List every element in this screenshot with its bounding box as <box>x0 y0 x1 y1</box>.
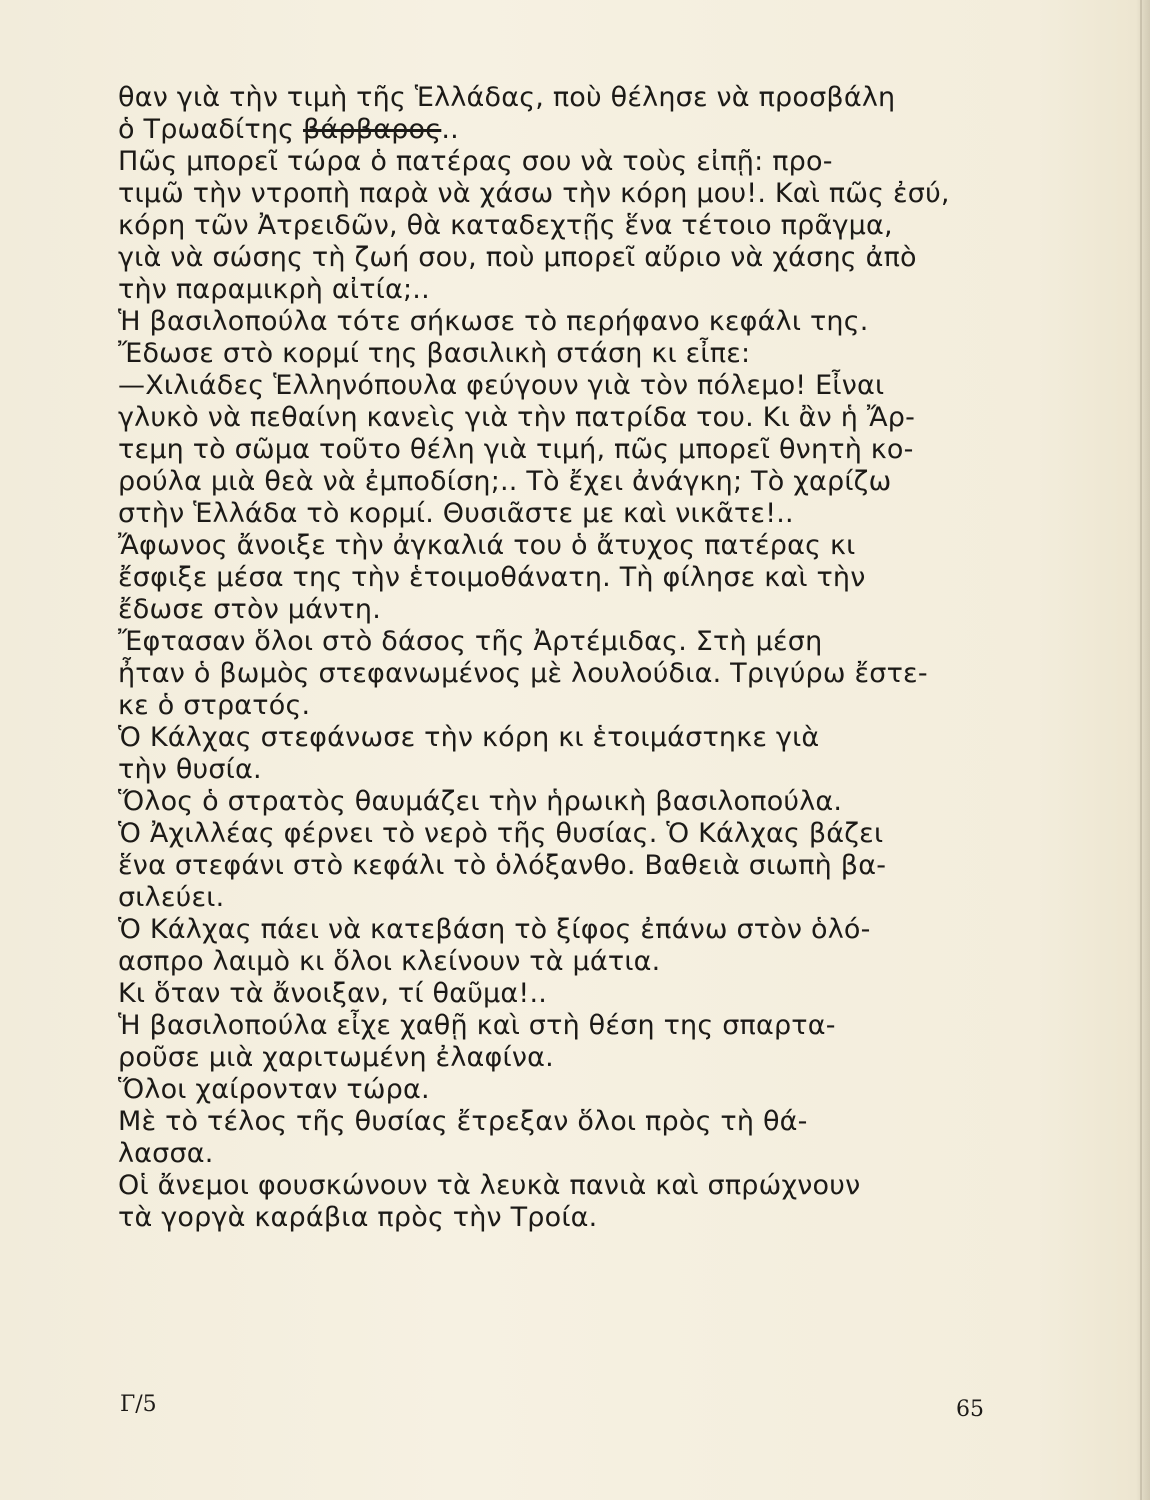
text-line: γλυκὸ νὰ πεθαίνη κανεὶς γιὰ τὴν πατρίδα του. Κι ἂν ἡ Ἄρ- <box>118 402 916 433</box>
text-line: Ὅλος ὁ στρατὸς θαυμάζει τὴν ἡρωικὴ βασιλοπούλα. <box>118 786 843 817</box>
text-line: ρούλα μιὰ θεὰ νὰ ἐμποδίση;.. Τὸ ἔχει ἀνάγκη; Τὸ χαρίζω <box>118 466 892 497</box>
text-line: Πῶς μπορεῖ τώρα ὁ πατέρας σου νὰ τοὺς εἰπῇ: προ- <box>118 146 833 177</box>
text-line: —Χιλιάδες Ἑλληνόπουλα φεύγουν γιὰ τὸν πόλεμο! Εἶναι <box>118 370 885 401</box>
text-fragment: ὁ Τρωαδίτης <box>118 114 303 145</box>
text-line: ροῦσε μιὰ χαριτωμένη ἐλαφίνα. <box>118 1042 554 1073</box>
text-line <box>118 114 1013 146</box>
text-line: Ὁ Ἀχιλλέας φέρνει τὸ νερὸ τῆς θυσίας. Ὁ Κάλχας βάζει <box>118 818 884 849</box>
text-line: τὰ γοργὰ καράβια πρὸς τὴν Τροία. <box>118 1202 598 1233</box>
struck-word: βάρβαρος <box>303 114 442 145</box>
text-line: ἕνα στεφάνι στὸ κεφάλι τὸ ὁλόξανθο. Βαθειὰ σιωπὴ βα- <box>118 850 887 881</box>
text-line: κόρη τῶν Ἀτρειδῶν, θὰ καταδεχτῇς ἕνα τέτοιο πρᾶγμα, <box>118 210 893 241</box>
text-line: ἔσφιξε μέσα της τὴν ἑτοιμοθάνατη. Τὴ φίλησε καὶ τὴν <box>118 562 866 593</box>
signature-mark: Γ/5 <box>120 1392 157 1417</box>
text-line: Ἔφτασαν ὅλοι στὸ δάσος τῆς Ἀρτέμιδας. Στὴ μέση <box>118 626 823 657</box>
text-line: λασσα. <box>118 1138 214 1169</box>
text-line: σιλεύει. <box>118 882 225 913</box>
text-line: Οἱ ἄνεμοι φουσκώνουν τὰ λευκὰ πανιὰ καὶ σπρώχνουν <box>118 1170 861 1201</box>
text-line: Μὲ τὸ τέλος τῆς θυσίας ἔτρεξαν ὅλοι πρὸς τὴ θά- <box>118 1106 808 1137</box>
text-line: Ἡ βασιλοπούλα εἶχε χαθῇ καὶ στὴ θέση της σπαρτα- <box>118 1010 836 1041</box>
page-fold-line <box>1140 0 1142 1500</box>
text-line: Ὁ Κάλχας πάει νὰ κατεβάση τὸ ξίφος ἐπάνω στὸν ὁλό- <box>118 914 871 945</box>
text-line: τιμῶ τὴν ντροπὴ παρὰ νὰ χάσω τὴν κόρη μου!. Καὶ πῶς ἐσύ, <box>118 178 950 209</box>
page-edge-shadow <box>1136 0 1150 1500</box>
text-line: Ὅλοι χαίρονταν τώρα. <box>118 1074 430 1105</box>
text-line: ἔδωσε στὸν μάντη. <box>118 594 381 625</box>
text-line: στὴν Ἑλλάδα τὸ κορμί. Θυσιᾶστε με καὶ νικᾶτε!.. <box>118 498 794 529</box>
text-line: Ἔδωσε στὸ κορμί της βασιλικὴ στάση κι εἶπε: <box>118 338 751 369</box>
text-line: ἦταν ὁ βωμὸς στεφανωμένος μὲ λουλούδια. Τριγύρω ἔστε- <box>118 658 928 689</box>
text-line: θαν γιὰ τὴν τιμὴ τῆς Ἑλλάδας, ποὺ θέλησε νὰ προσβάλη <box>118 82 896 113</box>
text-line: τὴν παραμικρὴ αἰτία;.. <box>118 274 430 305</box>
text-line: γιὰ νὰ σώσης τὴ ζωή σου, ποὺ μπορεῖ αὔριο νὰ χάσης ἀπὸ <box>118 242 917 273</box>
page-number: 65 <box>956 1397 984 1422</box>
text-line: Ἡ βασιλοπούλα τότε σήκωσε τὸ περήφανο κεφάλι της. <box>118 306 869 337</box>
text-line: τεμη τὸ σῶμα τοῦτο θέλη γιὰ τιμή, πῶς μπορεῖ θνητὴ κο- <box>118 434 914 465</box>
text-line: τὴν θυσία. <box>118 754 262 785</box>
text-line: Ὁ Κάλχας στεφάνωσε τὴν κόρη κι ἑτοιμάστηκε γιὰ <box>118 722 820 753</box>
text-line: Ἄφωνος ἄνοιξε τὴν ἀγκαλιά του ὁ ἄτυχος πατέρας κι <box>118 530 856 561</box>
body-text <box>118 82 1013 1234</box>
text-line: ασπρο λαιμὸ κι ὅλοι κλείνουν τὰ μάτια. <box>118 946 661 977</box>
text-line: Κι ὅταν τὰ ἄνοιξαν, τί θαῦμα!.. <box>118 978 548 1009</box>
text-line: κε ὁ στρατός. <box>118 690 311 721</box>
text-fragment: .. <box>441 114 459 145</box>
